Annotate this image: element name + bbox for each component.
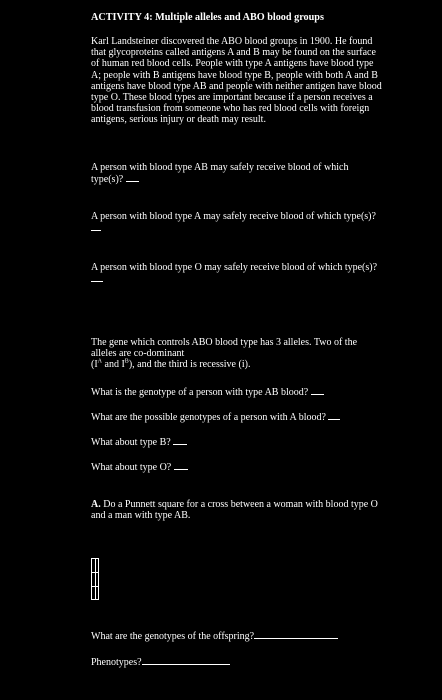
answer-blank-offspring-genotypes[interactable] bbox=[254, 630, 338, 639]
question-ab-text: A person with blood type AB may safely receive blood of which type(s)? bbox=[91, 162, 349, 186]
question-o-text: A person with blood type O may safely receive blood of which type(s)? bbox=[91, 262, 378, 273]
answer-blank-o[interactable] bbox=[91, 273, 103, 282]
gene-paragraph bbox=[91, 337, 383, 371]
answer-blank-offspring-phenotypes[interactable] bbox=[142, 656, 230, 665]
question-a-text: A person with blood type A may safely receive blood of which type(s)? bbox=[91, 211, 376, 222]
genotype-b-text: What about type B? bbox=[91, 437, 171, 448]
offspring-genotypes-text: What are the genotypes of the offspring? bbox=[91, 631, 255, 642]
punnett-divider-horizontal bbox=[92, 572, 98, 573]
offspring-phenotypes-question bbox=[91, 656, 383, 668]
punnett-instruction bbox=[91, 499, 383, 521]
offspring-genotypes-question bbox=[91, 630, 383, 642]
genotype-question-b bbox=[91, 436, 383, 448]
allele-b-superscript: B bbox=[124, 359, 129, 366]
answer-blank-genotype-ab[interactable] bbox=[311, 386, 324, 395]
genotype-question-ab bbox=[91, 386, 383, 398]
answer-blank-genotype-a[interactable] bbox=[328, 411, 340, 420]
allele-a-superscript: A bbox=[97, 359, 103, 366]
allele-and: and I bbox=[102, 359, 125, 371]
punnett-label: A. bbox=[91, 499, 101, 510]
gene-line-1: The gene which controls ABO blood type has 3 alleles. Two of the alleles are co-dominant bbox=[91, 337, 358, 360]
allele-a-base: (I bbox=[91, 359, 98, 371]
genotype-a-text: What are the possible genotypes of a person with A blood? bbox=[91, 412, 326, 423]
question-o-recipient bbox=[91, 262, 383, 285]
punnett-divider-vertical bbox=[95, 559, 96, 599]
punnett-text: Do a Punnett square for a cross between a woman with blood type O and a man with type AB. bbox=[91, 499, 378, 522]
punnett-divider-horizontal bbox=[92, 586, 98, 587]
genotype-o-text: What about type O? bbox=[91, 462, 172, 473]
answer-blank-genotype-b[interactable] bbox=[173, 436, 187, 445]
question-ab-recipient bbox=[91, 162, 383, 185]
genotype-ab-text: What is the genotype of a person with type AB blood? bbox=[91, 387, 309, 398]
question-a-recipient bbox=[91, 211, 383, 234]
activity-title: ACTIVITY 4: Multiple alleles and ABO blood groups bbox=[91, 12, 324, 23]
answer-blank-a[interactable] bbox=[91, 222, 101, 231]
answer-blank-genotype-o[interactable] bbox=[174, 461, 188, 470]
punnett-square-box[interactable] bbox=[91, 558, 99, 600]
genotype-question-o bbox=[91, 461, 383, 473]
intro-paragraph: Karl Landsteiner discovered the ABO blood groups in 1900. He found that glycoproteins called antigens A and B may be found on the surface of human red blood cells. People with type A antigens have blood type A; people with B antigens have blood type B, people with both A and B antigens have blood type AB and people with neither antigen have blood type O. These blood types are important because if a person receives a blood transfusion from someone who has red blood cells with foreign antigens, serious injury or death may result. bbox=[91, 36, 382, 126]
genotype-question-a bbox=[91, 411, 383, 423]
offspring-phenotypes-text: Phenotypes? bbox=[91, 657, 142, 668]
answer-blank-ab[interactable] bbox=[126, 173, 139, 182]
gene-line-2-rest: ), and the third is recessive (i). bbox=[128, 359, 251, 371]
